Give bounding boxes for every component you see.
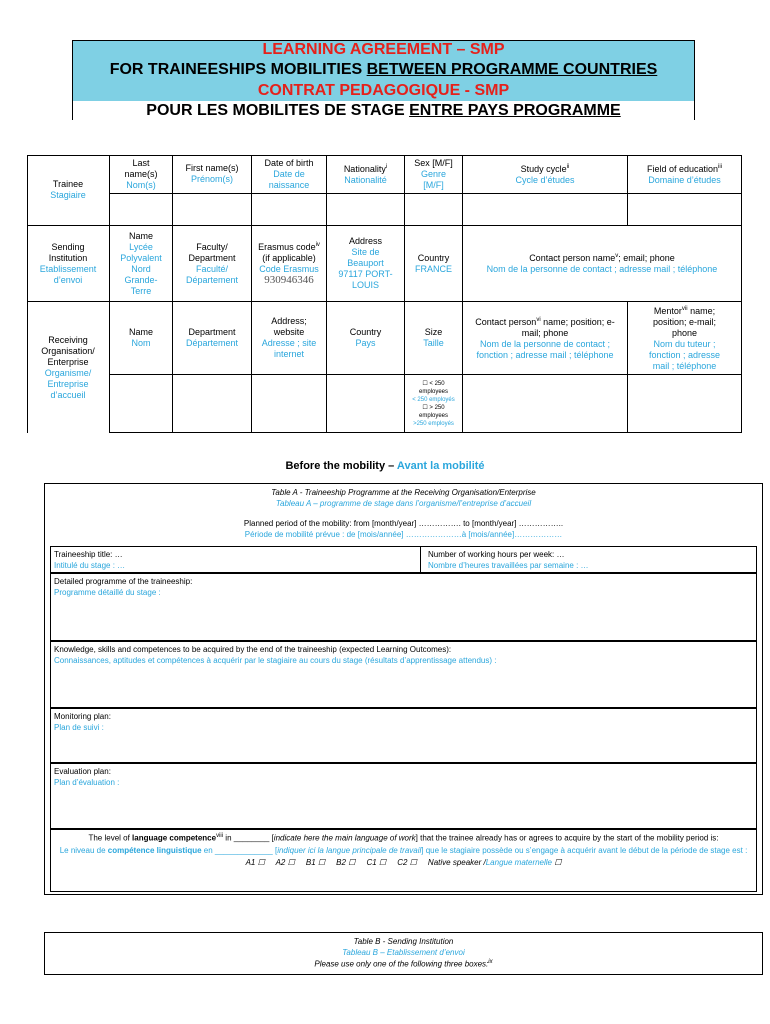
sending-label-cell [27,226,109,301]
table-b-note-sup: ix [488,959,493,965]
receiving-address-label: Address; website [271,316,307,337]
title-line-2-underlined: BETWEEN PROGRAMME COUNTRIES [366,61,658,78]
lang-en-part-1: The level of [88,833,133,843]
sex-label-fr-1: Genre [420,168,446,179]
mentor-label [645,305,725,339]
erasmus-label-fr: Code Erasmus [259,264,319,274]
study-cycle-sup: ii [566,163,570,170]
planned-period: Planned period of the mobility: from [month/year] ……………. to [month/year] …………….. [243,519,564,528]
nationality-header [327,155,404,193]
mentor-label-fr: Nom du tuteur ; fonction ; adresse mail ; téléphone [648,338,721,371]
language-levels[interactable] [59,857,748,869]
before-title-en: Before the mobility – [285,460,397,472]
dob-header [252,155,326,193]
evaluation-plan-label: Evaluation plan: [54,767,111,776]
receiving-name-label-fr: Nom [131,338,151,348]
erasmus-sup: iv [315,242,320,248]
lang-en-part-5: ] that the trainee already has or agrees to acquire by the start of the mobility period is: [415,833,719,843]
title-box [72,40,695,120]
sending-faculty-label-fr: Faculté/ Département [185,263,239,285]
sending-address-value: Site de Beauport 97117 PORT-LOUIS [338,247,393,290]
nationality-label-fr: Nationalité [344,174,387,185]
sending-name-cell [110,226,172,301]
monitoring-plan-label-fr: Plan de suivi : [54,723,104,732]
sending-faculty-cell [173,226,251,301]
table-a-title-fr: Tableau A – programme de stage dans l’organisme/l’entreprise d’accueil [275,499,532,508]
monitoring-plan-label: Monitoring plan: [54,712,111,721]
sending-contact-label-fr: Nom de la personne de contact ; adresse mail ; téléphone [486,264,718,274]
trainee-label-fr: Stagiaire [50,190,86,200]
table-b-note [45,958,762,970]
first-name-label: First name(s) [185,163,239,173]
knowledge-skills-label: Knowledge, skills and competences to be acquired by the end of the traineeship (expected Learning Outcomes): [54,645,452,654]
size-option-under-250[interactable]: ☐ < 250 employees [418,380,448,395]
language-competence-fr [59,845,748,857]
receiving-size-label-fr: Taille [423,338,444,348]
size-option-under-250-fr: < 250 employés [412,396,455,403]
working-hours-label: Number of working hours per week: … [428,550,565,559]
sex-label: Sex [M/F] [414,157,453,168]
field-header [628,155,741,193]
knowledge-skills-label-fr: Connaissances, aptitudes et compétences à acquérir par le stagiaire au cours du stage (résultats d’apprentissage attendus) : [54,656,497,665]
table-b-title: Table B - Sending Institution [353,937,454,946]
planned-period-fr: Période de mobilité prévue : de [mois/année] …………………à [mois/année]……………… [244,530,563,539]
traineeship-title-cell[interactable] [51,547,421,572]
title-line-1: LEARNING AGREEMENT – SMP [73,41,694,59]
before-mobility-title [0,460,770,472]
sending-country-label: Country [417,252,450,263]
working-hours-label-fr: Nombre d’heures travaillées par semaine : … [428,561,589,570]
mentor-rest: name; position; e-mail; phone [652,305,717,338]
detailed-programme-label: Detailed programme of the traineeship: [54,577,193,586]
receiving-contact-label [475,316,615,339]
receiving-contact-sup: vi [536,316,541,323]
title-line-4-prefix: POUR LES MOBILITES DE STAGE [146,102,410,119]
before-title-fr: Avant la mobilité [396,460,485,472]
evaluation-plan-cell[interactable] [50,763,757,829]
detailed-programme-label-fr: Programme détaillé du stage : [54,588,161,597]
lang-fr-part-4: indiquer ici la langue principale de travail [277,845,422,855]
receiving-department-label: Department [188,327,236,337]
field-text: Field of education [646,163,719,174]
sending-label: Sending Institution [48,241,88,263]
receiving-label-fr: Organisme/ Entreprise d’accueil [44,367,92,400]
trainee-label: Trainee [52,179,84,189]
knowledge-skills-cell[interactable] [50,641,757,708]
identification-grid [27,155,742,433]
detailed-programme-cell[interactable] [50,573,757,641]
title-line-4 [73,101,694,121]
sending-contact-rest: ; email; phone [618,253,675,263]
field-label-fr: Domaine d’études [648,174,721,185]
trainee-label-cell [27,155,109,225]
title-line-4-underlined: ENTRE PAYS PROGRAMME [409,102,621,119]
receiving-country-header [327,302,404,374]
last-name-label: Last name(s) [124,157,158,179]
receiving-size-label: Size [424,327,443,337]
receiving-country-label: Country [349,327,382,337]
nationality-text: Nationality [343,163,386,174]
study-cycle-text: Study cycle [520,163,567,174]
size-option-over-250[interactable]: ☐ > 250 employees [418,404,448,419]
lang-fr-part-3: en _____________ [ [201,845,278,855]
sending-country-cell [405,226,462,301]
receiving-label-cell [27,302,109,433]
native-speaker-fr: Langue maternelle [485,857,553,867]
language-competence-cell [50,829,757,892]
receiving-department-header [173,302,251,374]
sending-contact-text: Contact person name [529,253,616,263]
first-name-label-fr: Prénom(s) [190,174,233,184]
table-b-note-text: Please use only one of the following three boxes: [314,959,489,969]
study-cycle-label [521,163,570,175]
receiving-contact-rest: name; position; e-mail; phone [521,316,615,338]
sending-contact-label [529,252,675,264]
sending-address-cell [327,226,404,301]
sending-label-fr: Etablissement d’envoi [39,263,97,285]
nationality-sup: i [385,163,388,170]
lang-en-part-4: indicate here the main language of work [273,833,416,843]
sex-label-fr-2: [M/F] [423,179,444,190]
last-name-label-fr: Nom(s) [126,179,156,190]
sending-address-label: Address [348,236,383,246]
erasmus-sub: (if applicable) [262,253,316,263]
lang-fr-part-2: compétence linguistique [107,845,202,855]
size-options-cell [405,375,462,432]
sending-country-value: FRANCE [414,263,452,274]
receiving-address-label-fr: Adresse ; site internet [261,338,317,359]
field-label [647,163,722,175]
receiving-name-label: Name [128,327,153,337]
dob-label-fr: Date de naissance [268,168,310,190]
nationality-label [344,163,387,175]
receiving-name-header [110,302,172,374]
lang-fr-part-5: ] que le stagiaire possède ou s’engage à acquérir avant le début de la période de stage est : [421,845,748,855]
study-cycle-header [463,155,627,193]
receiving-label: Receiving Organisation/ Enterprise [41,334,95,367]
native-speaker-checkbox[interactable]: ☐ [552,857,562,867]
receiving-department-label-fr: Département [185,338,239,348]
language-level-options[interactable]: A1 ☐ A2 ☐ B1 ☐ B2 ☐ C1 ☐ C2 ☐ Native speaker / [245,857,486,867]
receiving-contact-label-fr: Nom de la personne de contact ; fonction ; adresse mail ; téléphone [476,338,614,360]
lang-fr-part-1: Le niveau de [59,845,108,855]
sending-name-label: Name [128,230,153,241]
traineeship-title-label: Traineeship title: … [54,550,123,559]
table-a [44,483,763,895]
table-b-title-fr: Tableau B – Etablissement d’envoi [342,948,465,957]
table-a-header [45,487,762,540]
field-sup: iii [718,163,723,170]
table-b [44,932,763,975]
title-line-3: CONTRAT PEDAGOGIQUE - SMP [73,80,694,101]
language-competence-en [59,832,748,845]
last-name-header [110,155,172,193]
working-hours-cell[interactable] [425,547,756,576]
size-option-over-250-fr: >250 employés [413,420,454,427]
sending-faculty-label: Faculty/ Department [188,241,236,263]
first-name-header [173,155,251,193]
mentor-sup: vii [681,305,688,312]
traineeship-title-label-fr: Intitulé du stage : … [54,561,126,570]
title-line-2 [73,59,694,80]
erasmus-label [258,241,320,253]
title-hours-row [50,546,757,573]
dob-label: Date of birth [264,157,314,168]
title-line-2-prefix: FOR TRAINEESHIPS MOBILITIES [109,61,367,78]
erasmus-value: 930946346 [264,274,314,286]
sex-header [405,155,462,193]
mentor-text: Mentor [653,305,682,316]
lang-en-sup: viii [216,833,224,839]
study-cycle-label-fr: Cycle d’études [515,174,575,185]
lang-en-part-3: in ________ [ [223,833,274,843]
table-a-title: Table A - Traineeship Programme at the Receiving Organisation/Enterprise [271,488,536,497]
evaluation-plan-label-fr: Plan d’évaluation : [54,778,120,787]
receiving-size-header [405,302,462,374]
receiving-address-header [252,302,326,374]
sending-contact-sup: v [615,253,619,259]
sending-name-value: Lycée Polyvalent Nord Grande-Terre [120,241,162,296]
sending-erasmus-cell [252,226,326,301]
sending-contact-cell [463,226,741,301]
receiving-contact-text: Contact person [475,316,537,327]
mentor-header [628,302,741,374]
receiving-country-label-fr: Pays [355,338,376,348]
receiving-contact-header [463,302,627,374]
erasmus-text: Erasmus code [258,242,316,252]
lang-en-part-2: language competence [132,833,217,843]
monitoring-plan-cell[interactable] [50,708,757,763]
